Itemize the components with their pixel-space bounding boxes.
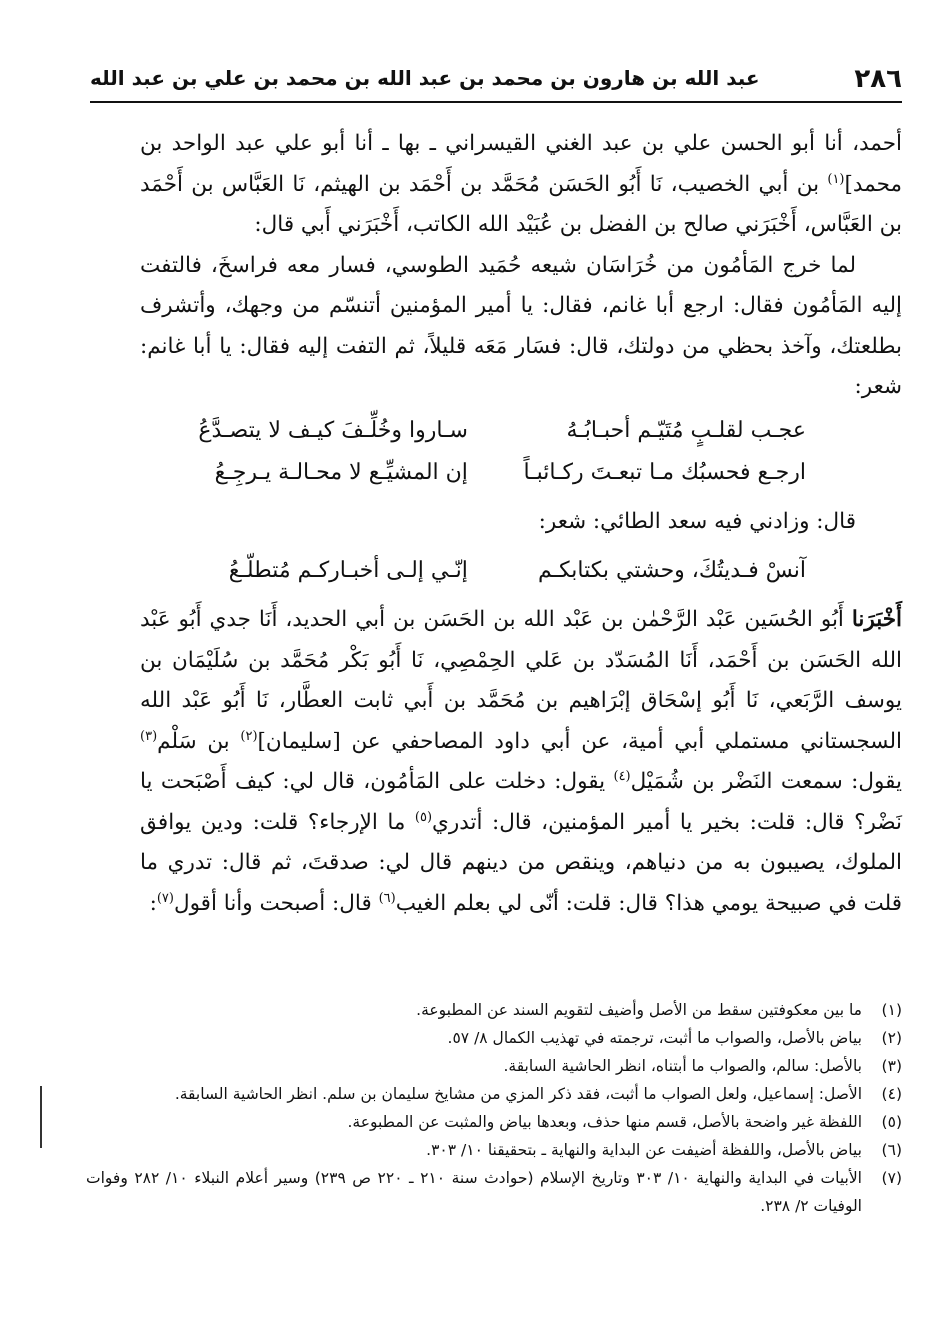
margin-pencil-mark xyxy=(40,1086,42,1148)
verse-2 xyxy=(140,452,902,494)
footnote-ref-7: (٧) xyxy=(156,890,174,906)
verse-1 xyxy=(140,410,902,452)
footnote-ref-1: (١) xyxy=(827,171,845,187)
hemistich-second: سـاروا وخُلِّـفَ كيـف لا يتصـدَّعُ xyxy=(198,417,468,443)
paragraph-addition: قال: وزادني فيه سعد الطائي: شعر: xyxy=(538,508,856,534)
poem-1 xyxy=(140,410,902,494)
footnote-ref-3: (٣) xyxy=(140,728,158,744)
page-header xyxy=(90,58,902,98)
footnote: (٧) الأبيات في البداية والنهاية ١٠/ ٣٠٣ وتاريخ الإسلام (حوادث سنة ٢١٠ ـ ٢٢٠ ص ٢٣٩) وسير أعلام النبلاء ١٠/ ٢٨٢ وفوات الوفيات ٢/ ٢٣٨. xyxy=(86,1169,902,1215)
lead-word: أَخْبَرَنا xyxy=(851,607,902,632)
footnote-ref-6: (٦) xyxy=(378,890,396,906)
paragraph-narrative: لما خرج المَأمُون من خُرَاسَان شيعه حُمَيد الطوسي، فسار معه فراسخَ، فالتفت إليه المَأمُون فقال: ارجع أبا غانم، فقال: يا أمير المؤمنين أتنسّم من وجهك، وأتشرف بطلعتك، وآخذ بحظي من دولتك، قال: فسَار مَعَه قليلاً، ثم التفت إليه فقال: يا أبا غانم: شعر: xyxy=(140,252,902,399)
hemistich-second: إنّـي إلـى أخبـاركـم مُتطلّـعُ xyxy=(228,558,468,583)
paragraph-isnad-2: أَخْبَرَنا أَبُو الحُسَين عَبْد الرَّحْمٰن بن عَبْد الله بن الحَسَن بن أبي الحديد، أَنَا جدي أَبُو عَبْد الله الحَسَن بن أَحْمَد، أَنَا المُسَدّد بن عَلي الحِمْصِي، نَا أَبُو بَكْر مُحَمَّد بن سُلَيْمَان بن يوسف الرَّبَعي، نَا أَبُو إسْحَاق إبْرَاهيم بن مُحَمَّد بن أَبي ثابت العطَّار، نَا أَبُو عَبْد الله السجستاني مستملي أبي أمية، عن أبي داود المصاحفي عن [سليمان]$^{(٢)}$ بن سَلْم$^{(٣)}$ يقول: سمعت النَضْر بن شُمَيْل$^{(٤)}$ يقول: دخلت على المَأمُون، قال لي: كيف أَصْبَحت يا نَضْر؟ قال: قلت: بخير يا أمير المؤمنين، قال: أتدري$^{(٥)}$ ما الإرجاء؟ قلت: ودين يوافق الملوك، يصيبون به من دنياهم، وينقص من دينهم قال لي: صدقتَ، ثم قال: تدري ما قلت في صبيحة يومي هذا؟ قال: قلت: أنّى لي بعلم الغيب$^{(٦)}$ قال: أصبحت وأنا أقول$^{(٧)}$: xyxy=(140,607,902,916)
hemistich-first: عجـب لقلـبٍ مُتَيّـم أحبـابُـهُ xyxy=(566,417,806,443)
footnote: (٥) اللفظة غير واضحة بالأصل، قسم منها حذف، وبعدها بياض والمثبت عن المطبوعة. xyxy=(347,1113,902,1131)
paragraph-isnad-1: أحمد، أنا أبو الحسن علي بن عبد الغني القيسراني ـ بها ـ أنا أبو علي عبد الواحد بن محمد]$^{(١)}$ بن أبي الخصيب، نَا أَبُو الحَسَن مُحَمَّد بن أَحْمَد بن الهيثم، نَا العَبَّاس بن أَحْمَد بن العَبَّاس، أَخْبَرَني صالح بن الفضل بن عُبَيْد الله الكاتب، أَخْبَرَني أَبي قال: xyxy=(140,131,902,237)
poem-2 xyxy=(140,550,902,592)
footnote-ref-5: (٥) xyxy=(414,809,433,825)
header-rule xyxy=(90,101,902,103)
footnotes xyxy=(86,996,902,1220)
footnote: (٤) الأصل: إسماعيل، ولعل الصواب ما أثبت، فقد ذكر المزي من مشايخ سليمان بن سلم. انظر الحاشية السابقة. xyxy=(174,1085,902,1103)
footnote: (٢) بياض بالأصل، والصواب ما أثبت، ترجمته في تهذيب الكمال ٨/ ٥٧. xyxy=(447,1029,902,1047)
running-title: عبد الله بن هارون بن محمد بن عبد الله بن محمد بن علي بن عبد الله xyxy=(90,66,760,90)
page-number: ٢٨٦ xyxy=(854,64,902,94)
footnote: (٦) بياض بالأصل، واللفظة أضيفت عن البداية والنهاية ـ بتحقيقنا ١٠/ ٣٠٣. xyxy=(426,1141,902,1159)
hemistich-first: آنسْ فـديتُكَ، وحشتي بكتابكـم xyxy=(538,558,806,583)
footnote: (١) ما بين معكوفتين سقط من الأصل وأضيف لتقويم السند عن المطبوعة. xyxy=(416,1001,902,1019)
verse-1 xyxy=(140,550,902,592)
main-text xyxy=(140,124,902,924)
hemistich-second: إن المشيِّـع لا محـالـة يـرجِـعُ xyxy=(214,459,468,485)
footnote-ref-2: (٢) xyxy=(240,728,258,744)
footnote: (٣) بالأصل: سالم، والصواب ما أبتناه، انظر الحاشية السابقة. xyxy=(503,1057,902,1075)
hemistich-first: ارجـع فحسبُك مـا تبعـتَ ركـائبـاً xyxy=(523,459,806,485)
footnote-ref-4: (٤) xyxy=(613,768,631,784)
